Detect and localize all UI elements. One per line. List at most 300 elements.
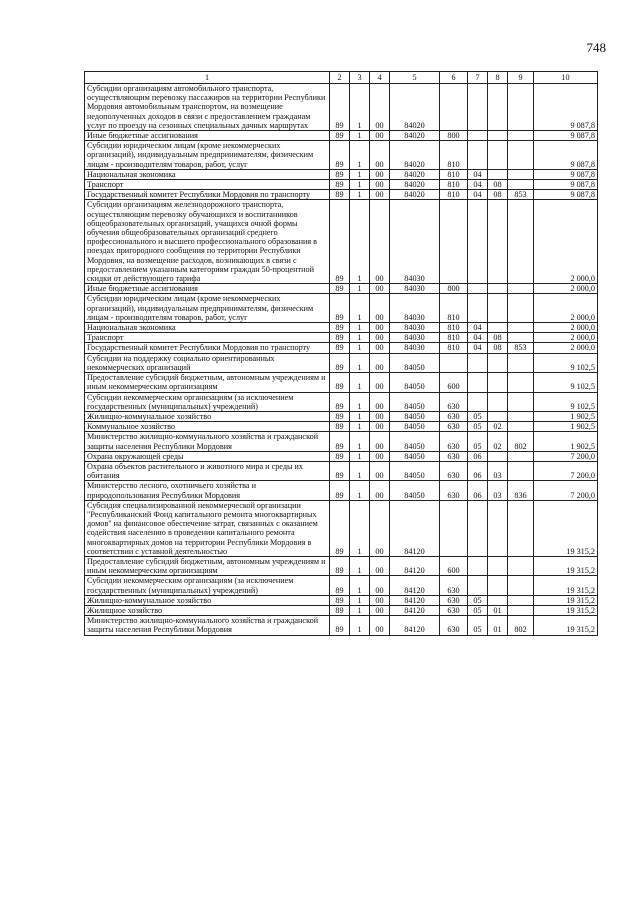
subsection-cell [488, 323, 508, 333]
program-cell: 1 [350, 294, 370, 323]
subprogram-cell: 00 [370, 373, 390, 392]
column-header: 3 [350, 72, 370, 84]
table-row [85, 616, 598, 635]
expense-code-cell: 84050 [390, 411, 440, 421]
amount-cell: 2 000,0 [534, 284, 598, 294]
section-cell: 04 [468, 169, 488, 179]
amount-cell: 19 315,2 [534, 576, 598, 595]
expense-code-cell: 84050 [390, 461, 440, 480]
amount-cell: 19 315,2 [534, 595, 598, 605]
subprogram-cell: 00 [370, 422, 390, 432]
expense-type-cell [440, 353, 468, 372]
subprogram-cell: 00 [370, 180, 390, 190]
program-cell: 1 [350, 323, 370, 333]
budget-table [84, 71, 598, 636]
ministry-code-cell [508, 323, 534, 333]
section-cell: 05 [468, 595, 488, 605]
admin-code-cell: 89 [330, 556, 350, 575]
table-row [85, 595, 598, 605]
subprogram-cell: 00 [370, 392, 390, 411]
subsection-cell: 08 [488, 180, 508, 190]
subsection-cell: 03 [488, 481, 508, 500]
expense-code-cell: 84020 [390, 84, 440, 131]
expense-code-cell: 84050 [390, 481, 440, 500]
ministry-code-cell [508, 333, 534, 343]
expense-code-cell: 84030 [390, 294, 440, 323]
column-header: 1 [85, 72, 330, 84]
ministry-code-cell [508, 284, 534, 294]
section-cell [468, 294, 488, 323]
expense-type-cell: 810 [440, 294, 468, 323]
table-row [85, 392, 598, 411]
row-name-cell: Предоставление субсидий бюджетным, автономным учреждениям и иным некоммерческим организациям [85, 373, 330, 392]
expense-code-cell: 84030 [390, 284, 440, 294]
table-row [85, 84, 598, 131]
expense-type-cell: 810 [440, 180, 468, 190]
program-cell: 1 [350, 190, 370, 200]
ministry-code-cell [508, 353, 534, 372]
subprogram-cell: 00 [370, 576, 390, 595]
expense-code-cell: 84120 [390, 595, 440, 605]
admin-code-cell: 89 [330, 616, 350, 635]
amount-cell: 19 315,2 [534, 605, 598, 615]
program-cell: 1 [350, 432, 370, 451]
expense-type-cell [440, 200, 468, 284]
program-cell: 1 [350, 343, 370, 353]
program-cell: 1 [350, 616, 370, 635]
subprogram-cell: 00 [370, 131, 390, 141]
expense-code-cell: 84020 [390, 180, 440, 190]
admin-code-cell: 89 [330, 323, 350, 333]
admin-code-cell: 89 [330, 343, 350, 353]
section-cell [468, 353, 488, 372]
program-cell: 1 [350, 84, 370, 131]
row-name-cell: Субсидии юридическим лицам (кроме некоммерческих организаций), индивидуальным предпринимателям, физическим лицам - производителям товаров, работ, услуг [85, 141, 330, 170]
section-cell: 05 [468, 432, 488, 451]
admin-code-cell: 89 [330, 190, 350, 200]
amount-cell: 1 902,5 [534, 411, 598, 421]
section-cell: 05 [468, 616, 488, 635]
program-cell: 1 [350, 333, 370, 343]
program-cell: 1 [350, 373, 370, 392]
expense-type-cell: 600 [440, 373, 468, 392]
admin-code-cell: 89 [330, 141, 350, 170]
admin-code-cell: 89 [330, 333, 350, 343]
expense-code-cell: 84050 [390, 451, 440, 461]
expense-type-cell: 630 [440, 616, 468, 635]
row-name-cell: Субсидии организациям автомобильного транспорта, осуществляющим перевозку пассажиров на территории Республики Мордовия автомобильным транспортом, на возмещение недополученных доходов в связи с предоставлением гражданам услуг по проезду на сезонных специальных дачных маршрутах [85, 84, 330, 131]
table-row [85, 481, 598, 500]
admin-code-cell: 89 [330, 451, 350, 461]
row-name-cell: Государственный комитет Республики Мордовия по транспорту [85, 343, 330, 353]
admin-code-cell: 89 [330, 576, 350, 595]
ministry-code-cell [508, 556, 534, 575]
ministry-code-cell [508, 500, 534, 556]
ministry-code-cell [508, 141, 534, 170]
admin-code-cell: 89 [330, 481, 350, 500]
row-name-cell: Министерство жилищно-коммунального хозяйства и гражданской защиты населения Республики Мордовия [85, 432, 330, 451]
program-cell: 1 [350, 141, 370, 170]
expense-type-cell: 630 [440, 595, 468, 605]
ministry-code-cell [508, 180, 534, 190]
row-name-cell: Охрана окружающей среды [85, 451, 330, 461]
amount-cell: 9 087,8 [534, 131, 598, 141]
admin-code-cell: 89 [330, 500, 350, 556]
admin-code-cell: 89 [330, 432, 350, 451]
expense-type-cell: 810 [440, 323, 468, 333]
admin-code-cell: 89 [330, 373, 350, 392]
program-cell: 1 [350, 451, 370, 461]
table-row [85, 200, 598, 284]
subprogram-cell: 00 [370, 432, 390, 451]
subprogram-cell: 00 [370, 343, 390, 353]
row-name-cell: Субсидии организациям железнодорожного транспорта, осуществляющим перевозку обучающихся и воспитанников общеобразовательных организаций, учащихся очной формы обучения общеобразовательных организаций среднего профессионального и высшего профессионального образования в поездах пригородного сообщения по территории Республики Мордовия, на возмещение расходов, возникающих в связи с предоставлением указанным категориям граждан 50-процентной скидки от действующего тарифа [85, 200, 330, 284]
program-cell: 1 [350, 500, 370, 556]
table-row [85, 141, 598, 170]
amount-cell: 2 000,0 [534, 294, 598, 323]
subsection-cell [488, 373, 508, 392]
section-cell [468, 284, 488, 294]
subsection-cell: 08 [488, 343, 508, 353]
expense-code-cell: 84050 [390, 373, 440, 392]
subsection-cell [488, 353, 508, 372]
expense-code-cell: 84050 [390, 432, 440, 451]
subsection-cell [488, 141, 508, 170]
table-row [85, 373, 598, 392]
table-row [85, 411, 598, 421]
program-cell: 1 [350, 595, 370, 605]
ministry-code-cell: 802 [508, 616, 534, 635]
amount-cell: 2 000,0 [534, 343, 598, 353]
subprogram-cell: 00 [370, 556, 390, 575]
section-cell [468, 392, 488, 411]
amount-cell: 9 102,5 [534, 353, 598, 372]
admin-code-cell: 89 [330, 131, 350, 141]
table-row [85, 169, 598, 179]
table-row [85, 284, 598, 294]
expense-code-cell: 84030 [390, 200, 440, 284]
row-name-cell: Субсидии некоммерческим организациям (за исключением государственных (муниципальных) учреждений) [85, 576, 330, 595]
expense-type-cell: 630 [440, 422, 468, 432]
amount-cell: 19 315,2 [534, 500, 598, 556]
expense-code-cell: 84020 [390, 190, 440, 200]
subprogram-cell: 00 [370, 169, 390, 179]
admin-code-cell: 89 [330, 422, 350, 432]
subprogram-cell: 00 [370, 481, 390, 500]
subprogram-cell: 00 [370, 500, 390, 556]
subsection-cell: 02 [488, 432, 508, 451]
subsection-cell [488, 84, 508, 131]
amount-cell: 9 087,8 [534, 169, 598, 179]
row-name-cell: Министерство лесного, охотничьего хозяйства и природопользования Республики Мордовия [85, 481, 330, 500]
section-cell: 04 [468, 190, 488, 200]
amount-cell: 9 087,8 [534, 141, 598, 170]
amount-cell: 19 315,2 [534, 616, 598, 635]
expense-code-cell: 84020 [390, 131, 440, 141]
expense-type-cell: 800 [440, 131, 468, 141]
program-cell: 1 [350, 284, 370, 294]
row-name-cell: Охрана объектов растительного и животного мира и среды их обитания [85, 461, 330, 480]
program-cell: 1 [350, 605, 370, 615]
section-cell: 05 [468, 422, 488, 432]
program-cell: 1 [350, 353, 370, 372]
row-name-cell: Иные бюджетные ассигнования [85, 131, 330, 141]
ministry-code-cell: 836 [508, 481, 534, 500]
admin-code-cell: 89 [330, 200, 350, 284]
expense-type-cell [440, 500, 468, 556]
row-name-cell: Жилищное хозяйство [85, 605, 330, 615]
table-row [85, 500, 598, 556]
subsection-cell [488, 411, 508, 421]
ministry-code-cell [508, 411, 534, 421]
amount-cell: 19 315,2 [534, 556, 598, 575]
amount-cell: 9 087,8 [534, 190, 598, 200]
subsection-cell [488, 169, 508, 179]
expense-code-cell: 84020 [390, 169, 440, 179]
section-cell [468, 131, 488, 141]
table-row [85, 353, 598, 372]
ministry-code-cell [508, 392, 534, 411]
admin-code-cell: 89 [330, 353, 350, 372]
expense-type-cell: 600 [440, 556, 468, 575]
amount-cell: 7 200,0 [534, 451, 598, 461]
expense-type-cell: 800 [440, 284, 468, 294]
section-cell: 04 [468, 333, 488, 343]
section-cell: 04 [468, 180, 488, 190]
amount-cell: 9 087,8 [534, 180, 598, 190]
amount-cell: 9 102,5 [534, 392, 598, 411]
program-cell: 1 [350, 411, 370, 421]
column-header: 8 [488, 72, 508, 84]
subprogram-cell: 00 [370, 411, 390, 421]
expense-type-cell: 630 [440, 576, 468, 595]
subprogram-cell: 00 [370, 141, 390, 170]
row-name-cell: Предоставление субсидий бюджетным, автономным учреждениям и иным некоммерческим организациям [85, 556, 330, 575]
program-cell: 1 [350, 576, 370, 595]
table-row [85, 131, 598, 141]
subsection-cell: 03 [488, 461, 508, 480]
amount-cell: 9 087,8 [534, 84, 598, 131]
ministry-code-cell [508, 461, 534, 480]
column-header: 6 [440, 72, 468, 84]
table-row [85, 333, 598, 343]
column-header: 10 [534, 72, 598, 84]
column-header: 9 [508, 72, 534, 84]
table-row [85, 190, 598, 200]
table-row [85, 343, 598, 353]
expense-code-cell: 84120 [390, 576, 440, 595]
section-cell: 04 [468, 343, 488, 353]
row-name-cell: Транспорт [85, 180, 330, 190]
row-name-cell: Национальная экономика [85, 323, 330, 333]
program-cell: 1 [350, 461, 370, 480]
subprogram-cell: 00 [370, 333, 390, 343]
subsection-cell [488, 576, 508, 595]
table-row [85, 323, 598, 333]
subprogram-cell: 00 [370, 323, 390, 333]
amount-cell: 2 000,0 [534, 333, 598, 343]
ministry-code-cell [508, 373, 534, 392]
ministry-code-cell [508, 422, 534, 432]
expense-type-cell: 630 [440, 461, 468, 480]
row-name-cell: Субсидии некоммерческим организациям (за исключением государственных (муниципальных) учреждений) [85, 392, 330, 411]
ministry-code-cell [508, 605, 534, 615]
page-number: 748 [586, 40, 606, 55]
row-name-cell: Транспорт [85, 333, 330, 343]
section-cell [468, 373, 488, 392]
section-cell: 04 [468, 323, 488, 333]
table-row [85, 461, 598, 480]
column-header: 7 [468, 72, 488, 84]
program-cell: 1 [350, 422, 370, 432]
expense-code-cell: 84120 [390, 500, 440, 556]
expense-code-cell: 84030 [390, 333, 440, 343]
section-cell [468, 200, 488, 284]
amount-cell: 1 902,5 [534, 422, 598, 432]
column-header: 5 [390, 72, 440, 84]
subprogram-cell: 00 [370, 284, 390, 294]
program-cell: 1 [350, 481, 370, 500]
row-name-cell: Субсидия специализированной некоммерческой организации "Республиканский Фонд капитального ремонта многоквартирных домов" на финансовое обеспечение затрат, связанных с оказанием содействия населению в проведении капитального ремонта многоквартирных домов на территории Республики Мордовия в соответствии с уставной деятельностью [85, 500, 330, 556]
admin-code-cell: 89 [330, 84, 350, 131]
amount-cell: 2 000,0 [534, 200, 598, 284]
expense-type-cell: 810 [440, 333, 468, 343]
subprogram-cell: 00 [370, 84, 390, 131]
row-name-cell: Коммунальное хозяйство [85, 422, 330, 432]
subsection-cell [488, 500, 508, 556]
expense-type-cell: 630 [440, 605, 468, 615]
ministry-code-cell: 802 [508, 432, 534, 451]
expense-type-cell: 630 [440, 451, 468, 461]
expense-type-cell: 630 [440, 392, 468, 411]
ministry-code-cell [508, 294, 534, 323]
ministry-code-cell [508, 84, 534, 131]
section-cell [468, 141, 488, 170]
program-cell: 1 [350, 556, 370, 575]
expense-type-cell: 810 [440, 343, 468, 353]
section-cell: 06 [468, 461, 488, 480]
subprogram-cell: 00 [370, 200, 390, 284]
row-name-cell: Министерство жилищно-коммунального хозяйства и гражданской защиты населения Республики Мордовия [85, 616, 330, 635]
subsection-cell [488, 200, 508, 284]
table-row [85, 180, 598, 190]
program-cell: 1 [350, 169, 370, 179]
program-cell: 1 [350, 131, 370, 141]
ministry-code-cell [508, 131, 534, 141]
row-name-cell: Субсидии юридическим лицам (кроме некоммерческих организаций), индивидуальным предпринимателям, физическим лицам - производителям товаров, работ, услуг [85, 294, 330, 323]
subsection-cell: 01 [488, 616, 508, 635]
amount-cell: 7 200,0 [534, 461, 598, 480]
section-cell: 05 [468, 411, 488, 421]
row-name-cell: Жилищно-коммунальное хозяйство [85, 595, 330, 605]
column-header: 4 [370, 72, 390, 84]
admin-code-cell: 89 [330, 595, 350, 605]
column-header: 2 [330, 72, 350, 84]
row-name-cell: Субсидии на поддержку социально ориентированных некоммерческих организаций [85, 353, 330, 372]
expense-type-cell: 810 [440, 169, 468, 179]
table-row [85, 576, 598, 595]
subprogram-cell: 00 [370, 461, 390, 480]
admin-code-cell: 89 [330, 411, 350, 421]
table-row [85, 556, 598, 575]
ministry-code-cell [508, 595, 534, 605]
section-cell: 06 [468, 451, 488, 461]
admin-code-cell: 89 [330, 284, 350, 294]
subsection-cell [488, 284, 508, 294]
subsection-cell: 08 [488, 190, 508, 200]
ministry-code-cell [508, 200, 534, 284]
program-cell: 1 [350, 392, 370, 411]
subsection-cell [488, 294, 508, 323]
subsection-cell [488, 392, 508, 411]
table-row [85, 422, 598, 432]
subprogram-cell: 00 [370, 616, 390, 635]
section-cell: 06 [468, 481, 488, 500]
expense-type-cell: 810 [440, 190, 468, 200]
program-cell: 1 [350, 200, 370, 284]
expense-code-cell: 84030 [390, 343, 440, 353]
subprogram-cell: 00 [370, 353, 390, 372]
section-cell [468, 556, 488, 575]
table-row [85, 432, 598, 451]
section-cell: 05 [468, 605, 488, 615]
section-cell [468, 500, 488, 556]
ministry-code-cell: 853 [508, 343, 534, 353]
section-cell [468, 576, 488, 595]
expense-code-cell: 84120 [390, 556, 440, 575]
expense-type-cell: 630 [440, 432, 468, 451]
table-row [85, 605, 598, 615]
subprogram-cell: 00 [370, 595, 390, 605]
row-name-cell: Жилищно-коммунальное хозяйство [85, 411, 330, 421]
ministry-code-cell: 853 [508, 190, 534, 200]
admin-code-cell: 89 [330, 169, 350, 179]
subsection-cell: 02 [488, 422, 508, 432]
subprogram-cell: 00 [370, 451, 390, 461]
amount-cell: 7 200,0 [534, 481, 598, 500]
row-name-cell: Национальная экономика [85, 169, 330, 179]
section-cell [468, 84, 488, 131]
admin-code-cell: 89 [330, 392, 350, 411]
subprogram-cell: 00 [370, 294, 390, 323]
expense-type-cell: 810 [440, 141, 468, 170]
expense-type-cell: 630 [440, 481, 468, 500]
subsection-cell: 08 [488, 333, 508, 343]
subsection-cell [488, 131, 508, 141]
amount-cell: 9 102,5 [534, 373, 598, 392]
program-cell: 1 [350, 180, 370, 190]
expense-code-cell: 84030 [390, 323, 440, 333]
subsection-cell [488, 451, 508, 461]
row-name-cell: Государственный комитет Республики Мордовия по транспорту [85, 190, 330, 200]
amount-cell: 1 902,5 [534, 432, 598, 451]
expense-type-cell: 630 [440, 411, 468, 421]
subsection-cell: 01 [488, 605, 508, 615]
header-row [85, 72, 598, 84]
subsection-cell [488, 556, 508, 575]
expense-code-cell: 84050 [390, 422, 440, 432]
admin-code-cell: 89 [330, 180, 350, 190]
subprogram-cell: 00 [370, 190, 390, 200]
expense-code-cell: 84120 [390, 616, 440, 635]
admin-code-cell: 89 [330, 294, 350, 323]
row-name-cell: Иные бюджетные ассигнования [85, 284, 330, 294]
table-body [85, 84, 598, 636]
admin-code-cell: 89 [330, 605, 350, 615]
expense-code-cell: 84120 [390, 605, 440, 615]
expense-code-cell: 84050 [390, 392, 440, 411]
subprogram-cell: 00 [370, 605, 390, 615]
